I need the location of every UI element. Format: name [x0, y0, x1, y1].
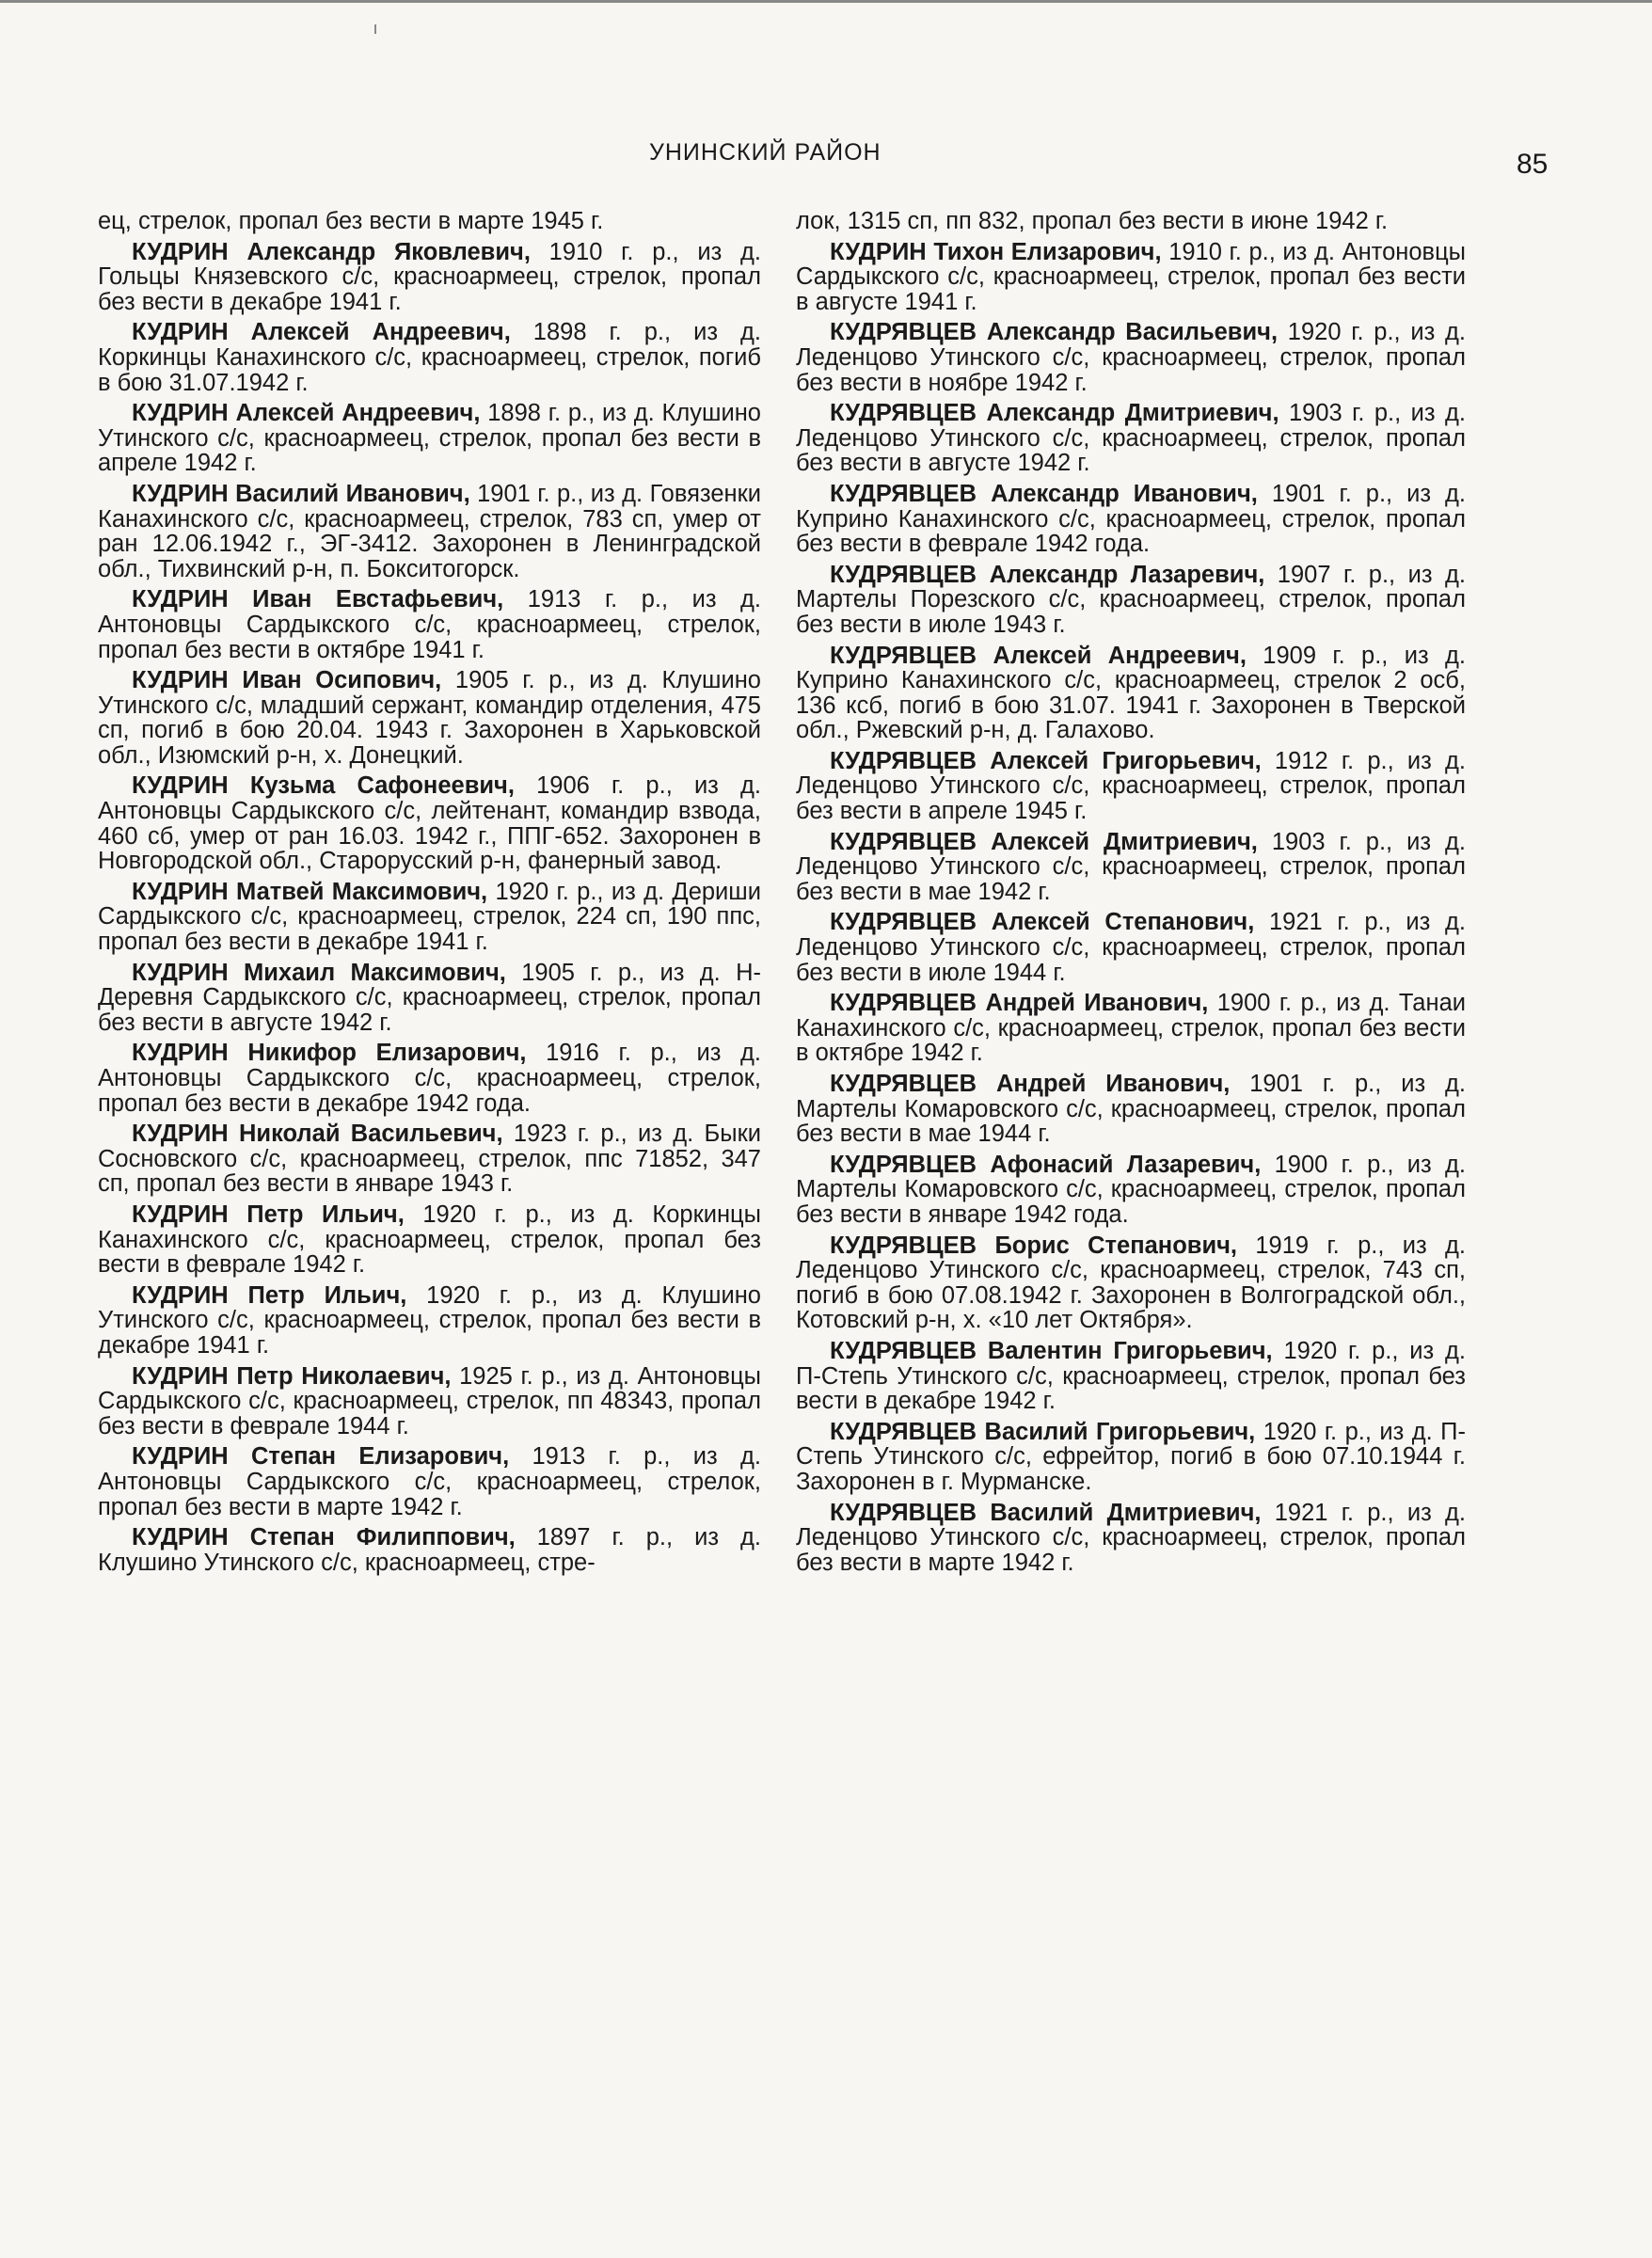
entry [796, 240, 1466, 315]
entry [98, 401, 761, 476]
entry-name: КУДРЯВЦЕВ Алексей Степанович, [830, 909, 1255, 936]
entry-name: КУДРЯВЦЕВ Александр Дмитриевич, [830, 400, 1279, 427]
entry [98, 240, 761, 315]
entry-text: 1909 г. р., из д. Куприно Канахинского с/с, красноармеец, стрелок 2 осб, 136 ксб, погиб в бою 31.07. 1941 г. Захоронен в Тверской обл., Ржевский р-н, д. Галахово. [796, 642, 1466, 744]
entry [98, 587, 761, 662]
entry [98, 961, 761, 1036]
entry-name: КУДРЯВЦЕВ Василий Дмитриевич, [830, 1499, 1262, 1526]
entry-continuation [98, 209, 761, 234]
entry-text: 1920 г. р., из д. Клушино Утинского с/с, красноармеец, стрелок, пропал без вести в декабре 1941 г. [98, 1281, 761, 1359]
entry-text: 1916 г. р., из д. Антоновцы Сардыкского с/с, красноармеец, стрелок, пропал без вести в декабре 1942 года. [98, 1040, 762, 1117]
entry-name: КУДРИН Михаил Максимович, [132, 959, 506, 986]
entry-text: 1901 г. р., из д. Куприно Канахинского с/с, красноармеец, стрелок, пропал без вести в феврале 1942 года. [796, 480, 1466, 558]
entry [796, 401, 1466, 476]
entry-text: 1901 г. р., из д. Мартелы Комаровского с/с, красноармеец, стрелок, пропал без вести в мае 1944 г. [796, 1071, 1466, 1148]
entry-name: КУДРИН Иван Осипович, [132, 667, 442, 694]
entry [98, 668, 761, 768]
entry [98, 1364, 761, 1439]
entry [796, 991, 1466, 1066]
running-title: УНИНСКИЙ РАЙОН [649, 139, 882, 166]
entry-name: КУДРИН Алексей Андреевич, [132, 319, 511, 346]
entry-name: КУДРЯВЦЕВ Андрей Иванович, [830, 990, 1209, 1017]
entry [98, 1041, 761, 1116]
entry-text: 1923 г. р., из д. Быки Сосновского с/с, красноармеец, стрелок, ппс 71852, 347 сп, пропал без вести в январе 1943 г. [98, 1121, 761, 1198]
entry [98, 1202, 761, 1278]
entry-name: КУДРЯВЦЕВ Александр Иванович, [830, 480, 1258, 507]
entry-text: 1920 г. р., из д. П-Степь Утинского с/с, красноармеец, стрелок, пропал без вести в декабре 1942 г. [796, 1337, 1466, 1415]
entry-text: 1900 г. р., из д. Танаи Канахинского с/с, красноармеец, стрелок, пропал без вести в октябре 1942 г. [796, 990, 1467, 1067]
entry-name: КУДРИН Николай Васильевич, [132, 1121, 503, 1148]
entry-text: ец, стрелок, пропал без вести в марте 1945 г. [98, 208, 604, 234]
entry-name: КУДРИН Степан Филиппович, [132, 1524, 516, 1551]
entry-name: КУДРЯВЦЕВ Валентин Григорьевич, [830, 1337, 1273, 1364]
entry [98, 880, 761, 955]
entry-text: 1913 г. р., из д. Антоновцы Сардыкского с/с, красноармеец, стрелок, пропал без вести в октябре 1941 г. [98, 586, 761, 663]
entry-text: 1903 г. р., из д. Леденцово Утинского с/с, красноармеец, стрелок, пропал без вести в августе 1942 г. [796, 400, 1466, 477]
entry-name: КУДРИН Тихон Елизарович, [830, 238, 1162, 265]
entry-text: 1925 г. р., из д. Антоновцы Сардыкского с/с, красноармеец, стрелок, пп 48343, пропал без вести в феврале 1944 г. [98, 1362, 762, 1439]
entry [98, 1444, 761, 1519]
entry-text: 1897 г. р., из д. Клушино Утинского с/с, красноармеец, стре- [98, 1524, 761, 1576]
entry-name: КУДРИН Петр Николаевич, [132, 1362, 452, 1390]
entry-name: КУДРИН Александр Яковлевич, [132, 238, 531, 265]
entry-name: КУДРЯВЦЕВ Андрей Иванович, [830, 1071, 1231, 1097]
scan-speck [374, 24, 376, 34]
entry [796, 749, 1466, 824]
entry-text: 1898 г. р., из д. Клушино Утинского с/с, красноармеец, стрелок, пропал без вести в апреле 1942 г. [98, 400, 761, 477]
entry-text: 1921 г. р., из д. Леденцово Утинского с/с, красноармеец, стрелок, пропал без вести в июле 1944 г. [796, 909, 1466, 986]
left-column [98, 209, 761, 1581]
entry [98, 482, 761, 581]
entry-name: КУДРИН Алексей Андреевич, [132, 400, 481, 427]
entry-text: 1919 г. р., из д. Леденцово Утинского с/с, красноармеец, стрелок, 743 сп, погиб в бою 07.08.1942 г. Захоронен в Волгоградской обл., Котовский р-н, х. «10 лет Октября». [796, 1232, 1467, 1334]
entry-name: КУДРИН Матвей Максимович, [132, 878, 488, 905]
entry-text: 1920 г. р., из д. П-Степь Утинского с/с, ефрейтор, погиб в бою 07.10.1944 г. Захоронен в г. Мурманске. [796, 1418, 1466, 1495]
entry [796, 482, 1466, 557]
entry [796, 644, 1466, 743]
entry-text: 1901 г. р., из д. Говязенки Канахинского с/с, красноармеец, стрелок, 783 сп, умер от ран 12.06.1942 г., ЭГ-3412. Захоронен в Ленинградской обл., Тихвинский р-н, п. Бокситогорск. [98, 480, 761, 582]
entry [98, 773, 761, 873]
entry-text: лок, 1315 сп, пп 832, пропал без вести в июне 1942 г. [796, 208, 1389, 234]
entry-text: 1903 г. р., из д. Леденцово Утинского с/с, красноармеец, стрелок, пропал без вести в мае 1942 г. [796, 828, 1466, 905]
page-header [0, 139, 1652, 180]
entry-text: 1905 г. р., из д. Клушино Утинского с/с, младший сержант, командир отделения, 475 сп, погиб в бою 20.04. 1943 г. Захоронен в Харьковской обл., Изюмский р-н, х. Донецкий. [98, 667, 761, 769]
entry [796, 1153, 1466, 1228]
entry [796, 1233, 1466, 1333]
entry-text: 1906 г. р., из д. Антоновцы Сардыкского с/с, лейтенант, командир взвода, 460 сб, умер от ран 16.03. 1942 г., ППГ-652. Захоронен в Новгородской обл., Старорусский р-н, фанерный завод. [98, 772, 761, 875]
scan-edge-line [0, 0, 1652, 3]
entry [796, 1339, 1466, 1414]
entry-text: 1913 г. р., из д. Антоновцы Сардыкского с/с, красноармеец, стрелок, пропал без вести в марте 1942 г. [98, 1443, 761, 1520]
entry-name: КУДРЯВЦЕВ Алексей Андреевич, [830, 642, 1247, 669]
entry-name: КУДРИН Петр Ильич, [132, 1201, 405, 1228]
entry-text: 1920 г. р., из д. Леденцово Утинского с/с, красноармеец, стрелок, пропал без вести в ноябре 1942 г. [796, 319, 1466, 396]
entry [796, 1072, 1466, 1147]
entry-name: КУДРИН Никифор Елизарович, [132, 1040, 527, 1067]
entry [796, 1420, 1466, 1495]
entry [796, 320, 1466, 395]
entry-text: 1910 г. р., из д. Гольцы Князевского с/с, красноармеец, стрелок, пропал без вести в декабре 1941 г. [98, 238, 761, 315]
entry-text: 1905 г. р., из д. Н-Деревня Сардыкского с/с, красноармеец, стрелок, пропал без вести в августе 1942 г. [98, 959, 762, 1036]
entry-text: 1910 г. р., из д. Антоновцы Сардыкского с/с, красноармеец, стрелок, пропал без вести в августе 1941 г. [796, 238, 1467, 315]
entry-text: 1912 г. р., из д. Леденцово Утинского с/с, красноармеец, стрелок, пропал без вести в апреле 1945 г. [796, 747, 1466, 825]
entry-name: КУДРЯВЦЕВ Василий Григорьевич, [830, 1418, 1256, 1445]
entry-name: КУДРЯВЦЕВ Алексей Григорьевич, [830, 747, 1262, 774]
entry-name: КУДРИН Петр Ильич, [132, 1281, 407, 1309]
entry-name: КУДРЯВЦЕВ Афонасий Лазаревич, [830, 1151, 1262, 1178]
right-column [796, 209, 1466, 1581]
entry [98, 1283, 761, 1359]
entry [796, 1501, 1466, 1576]
entry [98, 1525, 761, 1575]
entry-name: КУДРИН Иван Евстафьевич, [132, 586, 504, 613]
entry-text: 1898 г. р., из д. Коркинцы Канахинского с/с, красноармеец, стрелок, погиб в бою 31.07.1942 г. [98, 319, 761, 396]
entry-name: КУДРИН Кузьма Сафонеевич, [132, 772, 515, 800]
entry-text: 1920 г. р., из д. Коркинцы Канахинского с/с, красноармеец, стрелок, пропал без вести в феврале 1942 г. [98, 1201, 761, 1279]
entry-name: КУДРЯВЦЕВ Борис Степанович, [830, 1232, 1238, 1259]
entry [796, 830, 1466, 905]
entry [796, 910, 1466, 985]
entry-text: 1921 г. р., из д. Леденцово Утинского с/с, красноармеец, стрелок, пропал без вести в марте 1942 г. [796, 1499, 1466, 1576]
entry-text: 1900 г. р., из д. Мартелы Комаровского с/с, красноармеец, стрелок, пропал без вести в январе 1942 года. [796, 1151, 1466, 1228]
entry-continuation [796, 209, 1466, 234]
entry-text: 1907 г. р., из д. Мартелы Порезского с/с, красноармеец, стрелок, пропал без вести в июле 1943 г. [796, 561, 1466, 638]
entry-name: КУДРИН Василий Иванович, [132, 480, 470, 507]
entry-name: КУДРЯВЦЕВ Александр Лазаревич, [830, 561, 1265, 588]
entry [98, 1121, 761, 1197]
entry-name: КУДРЯВЦЕВ Алексей Дмитриевич, [830, 828, 1258, 855]
page-number: 85 [1517, 149, 1549, 180]
entry-name: КУДРИН Степан Елизарович, [132, 1443, 510, 1471]
entry-text: 1920 г. р., из д. Дериши Сардыкского с/с, красноармеец, стрелок, 224 сп, 190 ппс, пропал без вести в декабре 1941 г. [98, 878, 762, 956]
entry [98, 320, 761, 395]
entry-name: КУДРЯВЦЕВ Александр Васильевич, [830, 319, 1279, 346]
entry [796, 563, 1466, 638]
